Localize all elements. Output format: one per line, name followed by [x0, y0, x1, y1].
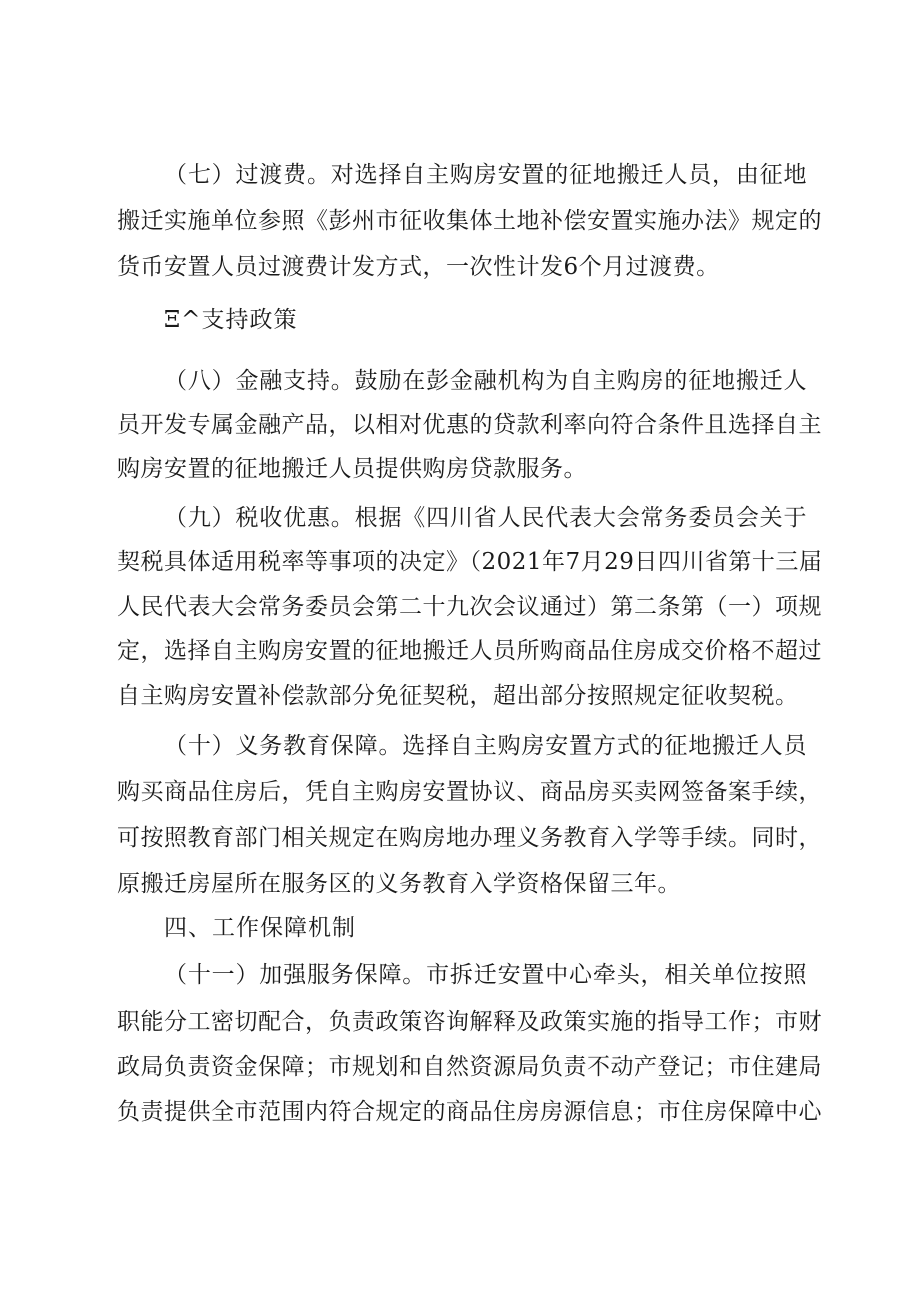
- paragraph-10-line-2: 购买商品住房后，凭自主购房安置协议、商品房买卖网签备案手续，: [117, 779, 822, 805]
- paragraph-8-line-3: 购房安置的征地搬迁人员提供购房贷款服务。: [117, 456, 587, 482]
- paragraph-10-line-4: 原搬迁房屋所在服务区的义务教育入学资格保留三年。: [117, 871, 681, 897]
- paragraph-9-line-2: 契税具体适用税率等事项的决定》（2021年7月29日四川省第十三届: [117, 549, 823, 575]
- paragraph-10-line-3: 可按照教育部门相关规定在购房地办理义务教育入学等手续。同时，: [117, 825, 822, 851]
- paragraph-11-line-2: 职能分工密切配合，负责政策咨询解释及政策实施的指导工作；市财: [117, 1009, 822, 1035]
- section-heading-3: Ξ^支持政策: [164, 307, 298, 333]
- paragraph-9-line-4: 定，选择自主购房安置的征地搬迁人员所购商品住房成交价格不超过: [117, 638, 822, 664]
- paragraph-9-line-1: （九）税收优惠。根据《四川省人民代表大会常务委员会关于: [164, 505, 807, 531]
- paragraph-8-line-1: （八）金融支持。鼓励在彭金融机构为自主购房的征地搬迁人: [164, 368, 807, 394]
- paragraph-11-line-4: 负责提供全市范围内符合规定的商品住房房源信息；市住房保障中心: [117, 1099, 822, 1125]
- paragraph-10-line-1: （十）义务教育保障。选择自主购房安置方式的征地搬迁人员: [164, 733, 807, 759]
- paragraph-8-line-2: 员开发专属金融产品，以相对优惠的贷款利率向符合条件且选择自主: [117, 412, 822, 438]
- paragraph-7-line-3: 货币安置人员过渡费计发方式，一次性计发6个月过渡费。: [117, 254, 720, 280]
- paragraph-9-line-5: 自主购房安置补偿款部分免征契税，超出部分按照规定征收契税。: [117, 683, 799, 709]
- paragraph-9-line-3: 人民代表大会常务委员会第二十九次会议通过）第二条第（一）项规: [117, 594, 822, 620]
- paragraph-11-line-1: （十一）加强服务保障。市拆迁安置中心牵头，相关单位按照: [164, 962, 807, 988]
- paragraph-7-line-2: 搬迁实施单位参照《彭州市征收集体土地补偿安置实施办法》规定的: [117, 208, 822, 234]
- section-heading-4: 四、工作保障机制: [164, 915, 356, 941]
- paragraph-11-line-3: 政局负责资金保障；市规划和自然资源局负责不动产登记；市住建局: [117, 1054, 822, 1080]
- paragraph-7-line-1: （七）过渡费。对选择自主购房安置的征地搬迁人员，由征地: [164, 162, 807, 188]
